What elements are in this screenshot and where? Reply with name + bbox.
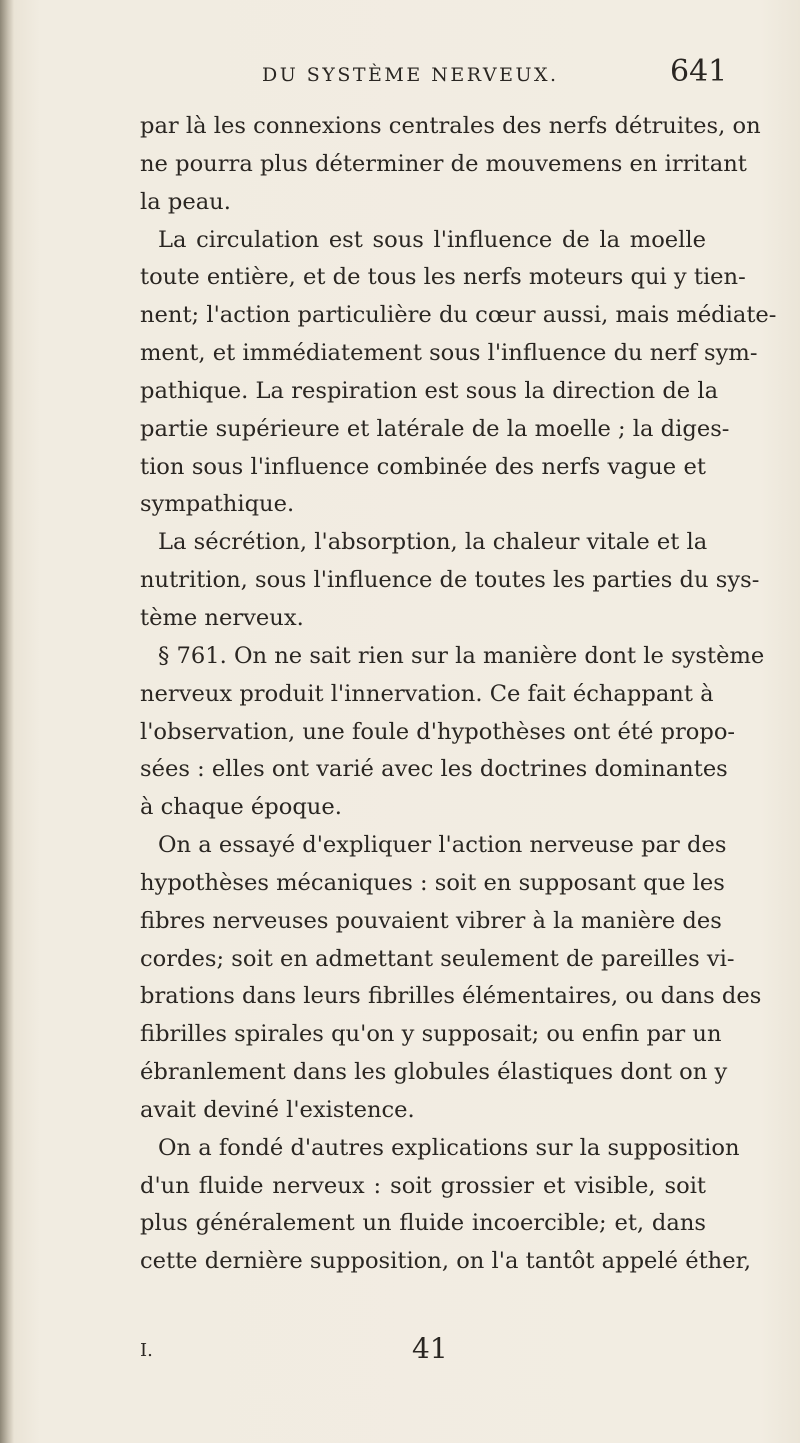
page-footer	[0, 1334, 800, 1374]
text-line: ne pourra plus déterminer de mouvemens en irritant	[140, 150, 747, 177]
text-line: d'un fluide nerveux : soit grossier et visible, soit	[140, 1172, 706, 1199]
text-line: pathique. La respiration est sous la direction de la	[140, 377, 719, 404]
text-line: nerveux produit l'innervation. Ce fait échappant à	[140, 680, 714, 707]
text-line: nent; l'action particulière du cœur aussi, mais médiate-	[140, 302, 777, 329]
text-line: La sécrétion, l'absorption, la chaleur vitale et la	[158, 529, 708, 556]
text-line: l'observation, une foule d'hypothèses ont été propo-	[140, 718, 736, 745]
text-line: sympathique.	[140, 491, 295, 518]
text-line: cordes; soit en admettant seulement de pareilles vi-	[140, 945, 735, 972]
text-line: brations dans leurs fibrilles élémentaires, ou dans des	[140, 983, 762, 1010]
text-line: La circulation est sous l'influence de la moelle	[158, 226, 706, 253]
text-line: fibres nerveuses pouvaient vibrer à la manière des	[140, 907, 722, 934]
text-line: ébranlement dans les globules élastiques dont on y	[140, 1059, 728, 1086]
signature-volume: I.	[140, 1340, 153, 1361]
page-header	[0, 54, 800, 100]
text-line: hypothèses mécaniques : soit en supposant que les	[140, 869, 725, 896]
text-line: ment, et immédiatement sous l'influence du nerf sym-	[140, 340, 758, 367]
signature-mark: 41	[412, 1332, 448, 1365]
text-line: avait deviné l'existence.	[140, 1096, 415, 1123]
text-line: par là les connexions centrales des nerfs détruites, on	[140, 113, 761, 139]
body-text	[140, 108, 777, 1281]
text-line: tème nerveux.	[140, 604, 304, 631]
text-line: cette dernière supposition, on l'a tantôt appelé éther,	[140, 1248, 752, 1275]
text-line: à chaque époque.	[140, 794, 342, 821]
text-line: On a essayé d'expliquer l'action nerveuse par des	[158, 832, 727, 859]
text-line: tion sous l'influence combinée des nerfs vague et	[140, 453, 706, 480]
text-line: fibrilles spirales qu'on y supposait; ou enfin par un	[140, 1021, 722, 1048]
text-line: On a fondé d'autres explications sur la supposition	[158, 1134, 740, 1161]
text-line: la peau.	[140, 188, 231, 215]
text-line: partie supérieure et latérale de la moelle ; la diges-	[140, 415, 730, 442]
page-number: 641	[670, 54, 728, 89]
text-line: nutrition, sous l'influence de toutes les parties du sys-	[140, 567, 760, 594]
text-line: plus généralement un fluide incoercible; et, dans	[140, 1210, 706, 1237]
running-head: DU SYSTÈME NERVEUX.	[262, 64, 559, 86]
text-line: sées : elles ont varié avec les doctrines dominantes	[140, 756, 728, 783]
text-line: toute entière, et de tous les nerfs moteurs qui y tien-	[140, 264, 746, 291]
text-line: § 761. On ne sait rien sur la manière dont le système	[158, 642, 765, 669]
binding-shadow	[0, 0, 14, 1443]
